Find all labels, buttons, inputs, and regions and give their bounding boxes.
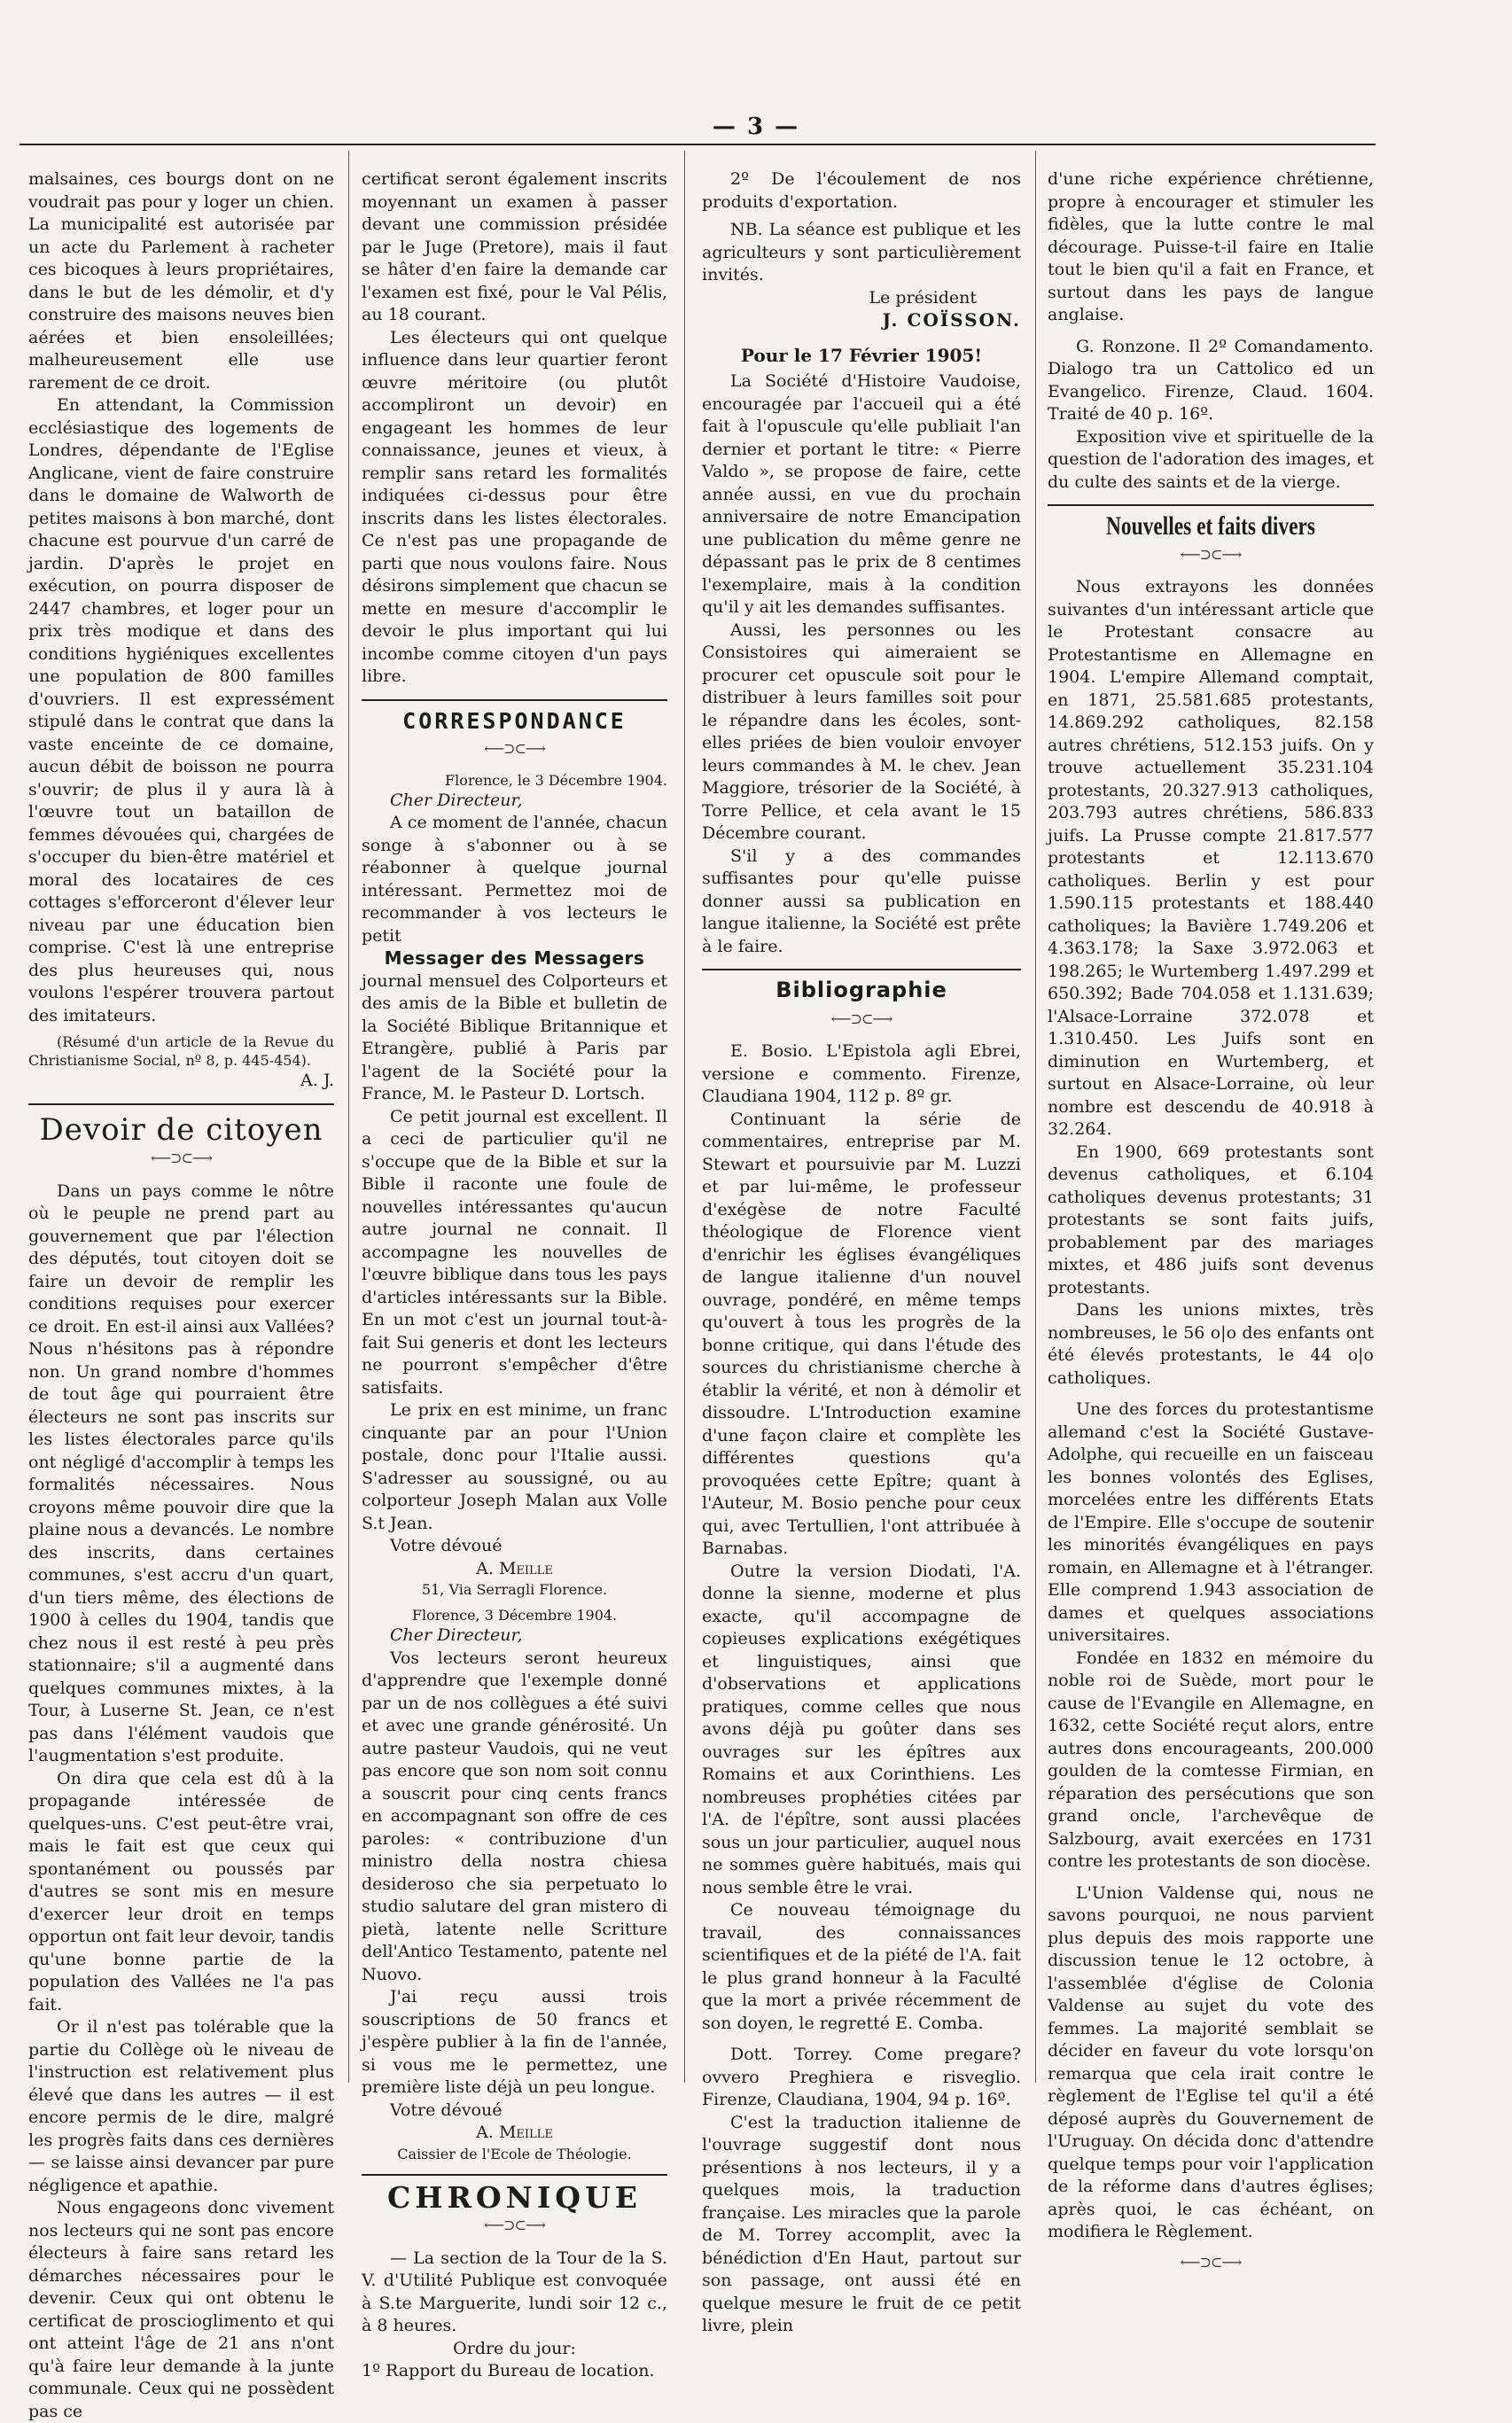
signature-role: Caissier de l'Ecole de Théologie. <box>397 2145 632 2162</box>
journal-title: Messager des Messagers <box>384 947 645 969</box>
paragraph: Ce petit journal est excellent. Il a ceci de particulier qu'il ne s'occupe que de la Bible et sur la Bible il raconte une foule de nouvelles intéressantes qu'aucun autre journal ne connait. Il accompagne les nouvelles de l'œuvre biblique dans tous les pays d'articles intéressants sur la Bible. En un mot c'est un journal tout-à-fait Sui generis et dont les lecteurs ne pourront s'empêcher d'être satisfaits. <box>362 1106 667 1398</box>
ornament-icon: ⟵⊃⊂⟶ <box>151 1149 212 1166</box>
ornament-icon: ⟵⊃⊂⟶ <box>484 2217 545 2233</box>
section-rule <box>702 969 1021 970</box>
paragraph: Nous engageons donc vivement nos lecteurs qui ne sont pas encore électeurs à faire sans retard les démarches nécessaires pour le devenir. Ceux qui ont obtenu le certificat de proscioglimento et qui ont atteint l'âge de 21 ans n'ont qu'à faire leur demande à la junte communale. Ceux qui ne possèdent pas ce <box>28 2198 334 2421</box>
agenda-item: 2º De l'écoulement de nos produits d'exportation. <box>702 169 1021 212</box>
column-divider <box>684 151 685 2083</box>
signature-name: A. Meille <box>476 2123 553 2142</box>
signature-name: A. Meille <box>476 1558 553 1578</box>
paragraph: Ce nouveau témoignage du travail, des connaissances scientifiques et de la piété de l'A. fait le plus grand honneur à la Faculté que la mort a privée récemment de son doyen, le regretté E. Comba. <box>702 1900 1021 2033</box>
paragraph: Dans un pays comme le nôtre où le peuple ne prend part au gouvernement que par l'élection des députés, tout citoyen doit se faire un devoir de remplir les conditions requises pour exercer ce droit. En est-il ainsi aux Vallées? Nous n'hésitons pas à répondre non. Un grand nombre d'hommes de tout âge qui pourraient être électeurs ne sont pas inscrits sur les listes électorales parce qu'ils ont négligé d'accomplir à temps les formalités nécessaires. Nous croyons même pouvoir dire que la plaine nous a devancés. Le nombre des inscrits, dans certaines communes, s'est accru d'un quart, d'un tiers même, des élections de 1900 à celles du 1904, tandis que chez nous il est resté à peu près stationnaire; s'il a augmenté dans quelques communes mixtes, à la Tour, à Luserne St. Jean, ce n'est pas dans l'élément vaudois que l'augmentation s'est produite. <box>28 1180 334 1765</box>
paragraph: Continuant la série de commentaires, entreprise par M. Stewart et poursuivie par M. Luzzi et par lui-même, le professeur d'exégèse de notre Faculté théologique de Florence vient d'enrichir les églises évangéliques de langue italienne d'un nouvel ouvrage, pondéré, en même temps qu'ouvert à tous les progrès de la bonne critique, qui dans l'étude des sources du christianisme cherche à établir la vérité, et non à démolir et dissoudre. L'Introduction examine d'une façon claire et complète les différentes questions qu'a provoquées cette Epître; quant à l'Auteur, M. Bosio penche pour ceux qui, avec Tertullien, l'ont attribuée à Barnabas. <box>702 1109 1021 1558</box>
paragraph: L'Union Valdense qui, nous ne savons pourquoi, ne nous parvient plus depuis des mois rapporte une discussion tenue le 12 octobre, à l'assemblée d'église de Colonia Valdense au sujet du vote des femmes. La majorité semblait se décider en faveur du vote lorsqu'on remarqua que cela irait contre le règlement de l'Eglise tel qu'il a été déposé auprès du Gouvernement de l'Uruguay. On décida donc d'attendre quelque temps pour voir l'application de la réforme dans d'autres églises; après quoi, le cas échéant, on modifiera le Règlement. <box>1048 1882 1374 2241</box>
column-divider <box>348 151 349 2083</box>
source-note: (Résumé d'un article de la Revue du Christianisme Social, nº 8, p. 445-454). <box>28 1033 334 1069</box>
section-rule <box>362 699 667 701</box>
paragraph: S'il y a des commandes suffisantes pour qu'elle puisse donner aussi sa publication en langue italienne, la Société est prête à le faire. <box>702 845 1021 956</box>
paragraph: La Société d'Histoire Vaudoise, encouragée par l'accueil qui a été fait à l'opuscule qu'elle publiait l'an dernier et portant le titre: « Pierre Valdo », se propose de faire, cette année aussi, en vue du prochain anniversaire de notre Emancipation une publication du même genre ne dépassant pas le prix de 8 centimes l'exemplaire, mais à la condition qu'il y ait les demandes suffisantes. <box>702 371 1021 617</box>
section-title-devoir: Devoir de citoyen <box>39 1111 323 1148</box>
section-title-correspondance: CORRESPONDANCE <box>402 707 627 734</box>
top-rule <box>19 144 1376 145</box>
paragraph: Exposition vive et spirituelle de la question de l'adoration des images, et du culte des saints et de la vierge. <box>1048 426 1374 492</box>
page-number: — 3 — <box>712 113 800 140</box>
section-title-nouvelles: Nouvelles et faits divers <box>1106 511 1315 541</box>
president-label: Le président <box>869 287 977 308</box>
paragraph: C'est la traduction italienne de l'ouvrage suggestif dont nous présentions à nos lecteurs, il y a quelques mois, la traduction française. Les miracles que la parole de M. Torrey accomplit, avec la bénédiction d'En Haut, partout sur son passage, ont aussi été en quelque mesure le fruit de ce petit livre, plein <box>702 2112 1021 2335</box>
closing: Votre dévoué <box>390 2100 503 2120</box>
section-title-fevrier: Pour le 17 Février 1905! <box>740 344 983 366</box>
section-rule <box>362 2174 667 2176</box>
paragraph: Vos lecteurs seront heureux d'apprendre que l'exemple donné par un de nos collègues a été suivi et avec une grande générosité. Un autre pasteur Vaudois, qui ne veut pas encore que son nom soit connu a souscrit pour cinq cents francs en accompagnant son offre de ces paroles: « contribuzione d'un ministro della nostra chiesa desideroso che sia perpetuato lo studio salutare del gran mistero di pietà, latente nelle Scritture dell'Antico Testamento, patente nel Nuovo. <box>362 1648 667 1984</box>
agenda-item: 1º Rapport du Bureau de location. <box>362 2361 655 2380</box>
bibliography-entry: G. Ronzone. Il 2º Comandamento. Dialogo tra un Cattolico ed un Evangelico. Firenze, Claud. 1604. Traité de 40 p. 16º. <box>1048 336 1374 424</box>
column-3 <box>702 168 1021 2338</box>
section-rule <box>1048 504 1374 506</box>
paragraph: Dans les unions mixtes, très nombreuses, le 56 o|o des enfants ont été élevés protestants, le 44 o|o catholiques. <box>1048 1300 1374 1388</box>
paragraph: Aussi, les personnes ou les Consistoires qui aimeraient se procurer cet opuscule soit pour le distribuer à leurs familles soit pour le répandre dans les écoles, sont-elles priées de bien vouloir envoyer leurs commandes à M. le chev. Jean Maggiore, trésorier de la Société, à Torre Pellice, et cela avant le 15 Décembre courant. <box>702 619 1021 843</box>
paragraph: malsaines, ces bourgs dont on ne voudrait pas pour y loger un chien. La municipalité est autorisée par un acte du Parlement à racheter ces bicoques à leurs propriétaires, dans le but de les démolir, et d'y construire des maisons neuves bien aérées et bien ensoleillées; malheureusement elle use rarement de ce droit. <box>28 169 334 393</box>
section-rule <box>28 1103 334 1105</box>
agenda-heading: Ordre du jour: <box>453 2338 576 2358</box>
paragraph: d'une riche expérience chrétienne, propre à encourager et stimuler les fidèles, que la lutte contre le mal décourage. Puisse-t-il faire en Italie tout le bien qu'il a fait en France, et surtout dans les pays de langue anglaise. <box>1048 169 1374 324</box>
paragraph: — La section de la Tour de la S. V. d'Utilité Publique est convoquée à S.te Marguerite, lundi soir 12 c., à 8 heures. <box>362 2248 667 2335</box>
author-initials: A. J. <box>300 1071 334 1090</box>
section-title-chronique: CHRONIQUE <box>387 2179 642 2215</box>
paragraph: certificat seront également inscrits moyennant un examen à passer devant une commission présidée par le Juge (Pretore), mais il faut se hâter d'en faire la demande car l'examen est fixé, pour le Val Pélis, au 18 courant. <box>362 169 667 324</box>
paragraph: A ce moment de l'année, chacun songe à s'abonner ou à se réabonner à quelque journal intéressant. Permettez moi de recommander à vos lecteurs le petit <box>362 813 667 946</box>
bibliography-entry: Dott. Torrey. Come pregare? ovvero Preghiera e risveglio. Firenze, Claudiana, 1904, 94 p. 16º. <box>702 2045 1021 2109</box>
paragraph: Nous extrayons les données suivantes d'un intéressant article que le Protestant consacre au Protestantisme en Allemagne en 1904. L'empire Allemand comptait, en 1871, 25.581.685 protestants, 14.869.292 catholiques, 82.158 autres chrétiens, 512.153 juifs. On y trouve actuellement 35.231.104 protestants, 20.327.913 catholiques, 203.793 autres chrétiens, 586.833 juifs. La Prusse compte 21.817.577 protestants et 12.113.670 catholiques. Berlin y est pour 1.590.115 protestants et 188.440 catholiques; la Bavière 1.749.206 et 4.363.178; la Saxe 3.972.063 et 198.265; le Wurtemberg 1.497.299 et 650.392; Bade 704.058 et 1.131.639; l'Alsace-Lorraine 372.078 et 1.310.450. Les Juifs sont en diminution en Wurtemberg, et surtout en Alsace-Lorraine, où leur nombre est descendu de 40.918 à 32.264. <box>1048 577 1374 1139</box>
paragraph: En 1900, 669 protestants sont devenus catholiques, et 6.104 catholiques devenus protestants; 31 protestants se sont faits juifs, probablement par des mariages mixtes, et 486 juifs sont devenus protestants. <box>1048 1141 1374 1297</box>
paragraph: NB. La séance est publique et les agriculteurs y sont particulièrement invités. <box>702 220 1021 284</box>
president-name: J. COÏSSON. <box>882 309 1021 331</box>
ornament-icon: ⟵⊃⊂⟶ <box>1180 2253 1242 2271</box>
salutation: Cher Directeur, <box>390 1625 523 1645</box>
closing: Votre dévoué <box>390 1536 503 1555</box>
paragraph: Outre la version Diodati, l'A. donne la sienne, moderne et plus exacte, qu'il accompagne de copieuses explications exégétiques et linguistiques, ainsi que d'observations et applications pratiques, comme celles que nous avons déjà pu goûter dans ses ouvrages sur les épîtres aux Romains et aux Corinthiens. Les nombreuses prophéties citées par l'A. de l'épître, sont aussi placées sous un jour particulier, auquel nous ne sommes guère habitués, mais qui nous semble être le vrai. <box>702 1561 1021 1897</box>
salutation: Cher Directeur, <box>390 790 523 810</box>
ornament-icon: ⟵⊃⊂⟶ <box>484 740 545 757</box>
letter-date: Florence, le 3 Décembre 1904. <box>445 771 667 789</box>
letter-date: Florence, 3 Décembre 1904. <box>411 1607 618 1624</box>
paragraph: En attendant, la Commission ecclésiastique des logements de Londres, dépendante de l'Eglise Anglicane, vient de faire construire dans le domaine de Walworth de petites maisons à bon marché, dont chacune est pourvue d'un carré de jardin. D'après le projet en exécution, on pourra disposer de 2447 chambres, et loger pour un prix très modique et dans des conditions hygiéniques excellentes une population de 800 familles d'ouvriers. Il est expressément stipulé dans le contrat que dans la vaste enceinte de ce domaine, aucun débit de boisson ne pourra s'ouvrir; de plus il y aura là à l'œuvre tout un bataillon de femmes dévouées qui, chargées de s'occuper du bien-être matériel et moral des locataires de ces cottages s'efforceront d'élever leur niveau par une éducation bien comprise. C'est là une entreprise des plus heureuses qui, nous voulons l'espérer trouvera partout des imitateurs. <box>28 395 334 1025</box>
paragraph: Une des forces du protestantisme allemand c'est la Société Gustave-Adolphe, qui recueille en un faisceau les bonnes volontés des Eglises, morcelées entre les différents Etats de l'Empire. Elle s'occupe de soutenir les minorités évangéliques en pays romain, en Allemagne et à l'étranger. Elle comprend 1.943 association de dames et quelques associations universitaires. <box>1048 1399 1374 1645</box>
paragraph: Les électeurs qui ont quelque influence dans leur quartier feront œuvre méritoire (ou plutôt accompliront un devoir) en engageant les hommes de leur connaissance, jeunes et vieux, à remplir sans retard les formalités indiquées ci-dessus pour être inscrits dans les listes électorales. Ce n'est pas une propagande de parti que nous voulons faire. Nous désirons simplement que chacun se mette en mesure d'accomplir le devoir le plus important qui lui incombe comme citoyen d'un pays libre. <box>362 327 667 686</box>
paragraph: Fondée en 1832 en mémoire du noble roi de Suède, mort pour le cause de l'Evangile en Allemagne, en 1632, cette Société reçut alors, entre autres dons encourageants, 200.000 goulden de la comtesse Firmian, en réparation des persécutions que son grand oncle, l'archevêque de Salzbourg, avait exercées en 1731 contre les protestants de son diocèse. <box>1048 1648 1374 1871</box>
column-1 <box>28 168 334 2423</box>
ornament-icon: ⟵⊃⊂⟶ <box>1180 545 1242 563</box>
section-title-bibliographie: Bibliographie <box>775 978 947 1002</box>
column-4 <box>1048 168 1374 2284</box>
bibliography-entry: E. Bosio. L'Epistola agli Ebrei, versione e commento. Firenze, Claudiana 1904, 112 p. 8º gr. <box>702 1041 1021 1106</box>
signature-address: 51, Via Serragli Florence. <box>421 1581 608 1598</box>
paragraph: J'ai reçu aussi trois souscriptions de 50 francs et j'espère publier à la fin de l'année, si vous me le permettez, une première liste déjà un peu longue. <box>362 1987 667 2097</box>
column-2 <box>362 168 667 2383</box>
paragraph: Le prix en est minime, un franc cinquante par an pour l'Union postale, donc pour l'Italie aussi. S'adresser au soussigné, ou au colporteur Joseph Malan aux Volle S.t Jean. <box>362 1400 667 1533</box>
ornament-icon: ⟵⊃⊂⟶ <box>830 1009 892 1027</box>
paragraph: Or il n'est pas tolérable que la partie du Collège où le niveau de l'instruction est relativement plus élevé que dans les autres — il est encore permis de le dire, malgré les progrès faits dans ces dernières — se laisse ainsi devancer par pure négligence et apathie. <box>28 2017 334 2195</box>
paragraph: On dira que cela est dû à la propagande intéressée de quelques-uns. C'est peut-être vrai, mais le fait est que ceux qui spontanément ou poussés par d'autres se sont mis en mesure d'exercer leur droit en temps opportun ont fait leur devoir, tandis qu'une bonne partie de la population des Vallées ne l'a pas fait. <box>28 1768 334 2014</box>
column-divider <box>1035 151 1036 2083</box>
paragraph: journal mensuel des Colporteurs et des amis de la Bible et bulletin de la Société Biblique Britannique et Etrangère, publié à Paris par l'agent de la Société pour la France, M. le Pasteur D. Lortsch. <box>362 970 667 1103</box>
